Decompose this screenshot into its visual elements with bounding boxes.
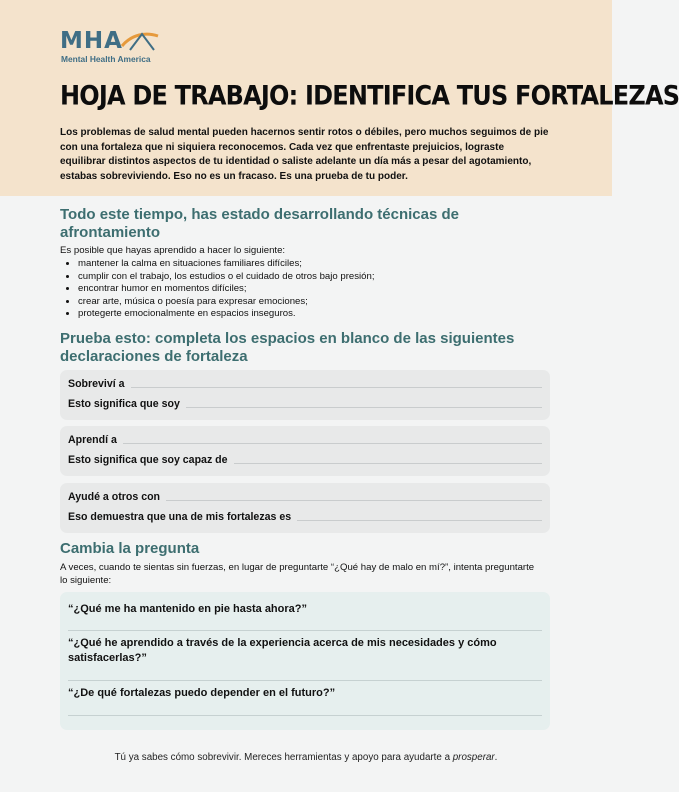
footer-text: Tú ya sabes cómo sobrevivir. Mereces herramientas y apoyo para ayudarte a bbox=[114, 752, 453, 763]
questions-box bbox=[60, 592, 550, 730]
blank-line[interactable] bbox=[297, 520, 542, 521]
section1-lead: Es posible que hayas aprendido a hacer lo siguiente: bbox=[60, 245, 286, 256]
prompt-label: Eso demuestra que una de mis fortalezas es bbox=[68, 511, 292, 523]
question-3: “¿De qué fortalezas puedo depender en el futuro?” bbox=[68, 687, 336, 699]
prompt-label: Esto significa que soy bbox=[68, 398, 180, 410]
coping-list bbox=[60, 258, 375, 321]
blank-line[interactable] bbox=[123, 443, 542, 444]
list-item: • mantener la calma en situaciones familiares difíciles; bbox=[78, 258, 375, 271]
logo-subtitle: Mental Health America bbox=[61, 54, 151, 64]
answer-line[interactable] bbox=[68, 630, 542, 631]
list-item: • encontrar humor en momentos difíciles; bbox=[78, 283, 375, 296]
section1-heading: Todo este tiempo, has estado desarrollando técnicas de afrontamiento bbox=[60, 206, 459, 241]
blank-line[interactable] bbox=[166, 500, 542, 501]
section3-lead: A veces, cuando te sientas sin fuerzas, en lugar de preguntarte “¿Qué hay de malo en mí?”, intenta preguntarte lo siguiente: bbox=[60, 562, 535, 586]
question-2: “¿Qué he aprendido a través de la experiencia acerca de mis necesidades y cómo satisfacerlas?” bbox=[68, 637, 497, 664]
footer-emphasis: prosperar bbox=[452, 752, 495, 763]
logo-swoosh-icon bbox=[120, 30, 160, 52]
mha-logo bbox=[60, 28, 170, 66]
footer-period: . bbox=[494, 752, 498, 763]
header-band bbox=[0, 0, 679, 196]
blank-line[interactable] bbox=[234, 463, 542, 464]
question-1: “¿Qué me ha mantenido en pie hasta ahora?” bbox=[68, 603, 307, 615]
answer-line[interactable] bbox=[68, 680, 542, 681]
prompt-label: Sobreviví a bbox=[68, 378, 125, 390]
strength-card-3 bbox=[60, 483, 550, 533]
section2-heading: Prueba esto: completa los espacios en blanco de las siguientes declaraciones de fortaleza bbox=[60, 330, 515, 365]
page-title: HOJA DE TRABAJO: IDENTIFICA TUS FORTALEZAS bbox=[60, 80, 679, 112]
prompt-label: Aprendí a bbox=[68, 434, 117, 446]
section3-heading: Cambia la pregunta bbox=[60, 540, 200, 557]
logo-text: MHA bbox=[60, 28, 123, 54]
blank-line[interactable] bbox=[186, 407, 542, 408]
list-item: • crear arte, música o poesía para expresar emociones; bbox=[78, 296, 375, 309]
list-item: • cumplir con el trabajo, los estudios o el cuidado de otros bajo presión; bbox=[78, 271, 375, 284]
intro-paragraph: Los problemas de salud mental pueden hacernos sentir rotos o débiles, pero muchos seguimos de pie con una fortaleza que ni siquiera reconocemos. Cada vez que enfrentaste prejuicios, lograste equilibrar distintos aspectos de tu identidad o saliste adelante un día más a pesar del agotamiento, estabas sobreviviendo. Eso no es un fracaso. Es una prueba de tu poder. bbox=[60, 127, 549, 182]
prompt-label: Ayudé a otros con bbox=[68, 491, 161, 503]
footer-tagline bbox=[0, 752, 612, 763]
list-item: • protegerte emocionalmente en espacios inseguros. bbox=[78, 308, 375, 321]
blank-line[interactable] bbox=[131, 387, 542, 388]
answer-line[interactable] bbox=[68, 715, 542, 716]
strength-card-1 bbox=[60, 370, 550, 420]
prompt-label: Esto significa que soy capaz de bbox=[68, 454, 228, 466]
strength-card-2 bbox=[60, 426, 550, 476]
